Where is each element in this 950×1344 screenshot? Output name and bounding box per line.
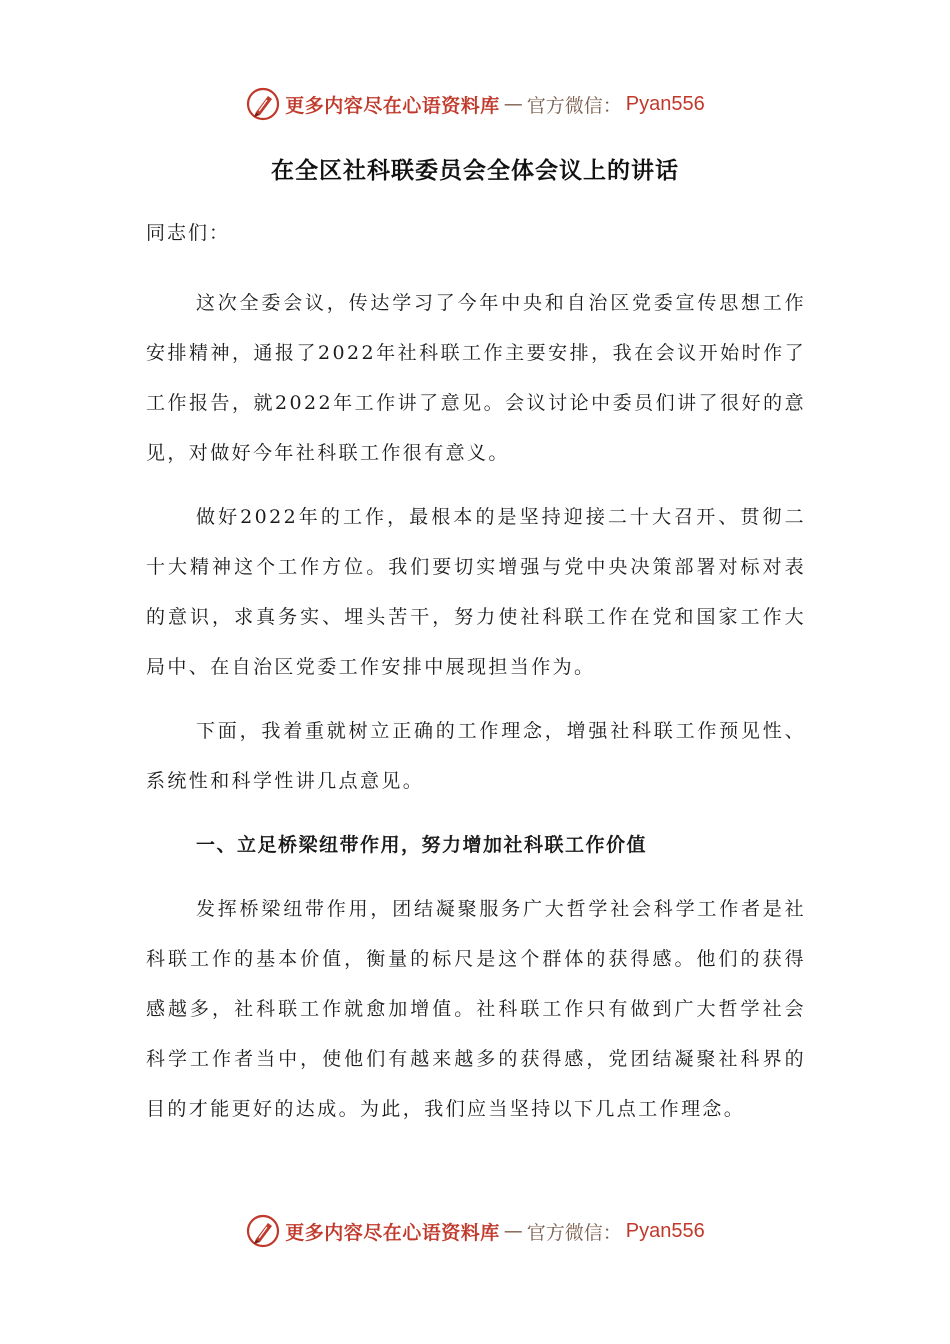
paragraph-3: 下面，我着重就树立正确的工作理念，增强社科联工作预见性、系统性和科学性讲几点意见。 bbox=[146, 720, 806, 792]
watermark-wechat-id: Pyan556 bbox=[625, 1219, 705, 1242]
watermark-dash: — bbox=[503, 93, 523, 115]
paragraph-1: 这次全委会议，传达学习了今年中央和自治区党委宣传思想工作安排精神，通报了2022年社科联工作主要安排，我在会议开始时作了工作报告，就2022年工作讲了意见。会议讨论中委员们讲了很好的意见，对做好今年社科联工作很有意义。 bbox=[146, 292, 806, 464]
watermark-wechat-id: Pyan556 bbox=[625, 92, 705, 115]
document-title: 在全区社科联委员会全体会议上的讲话 bbox=[271, 158, 679, 184]
greeting: 同志们： bbox=[146, 222, 231, 244]
watermark-site-name: 更多内容尽在心语资料库 bbox=[285, 1221, 500, 1244]
watermark-dash: — bbox=[503, 1220, 523, 1242]
watermark-wechat-label: 官方微信： bbox=[526, 1221, 622, 1244]
watermark-header bbox=[0, 84, 950, 124]
paragraph-2: 做好2022年的工作，最根本的是坚持迎接二十大召开、贯彻二十大精神这个工作方位。我们要切实增强与党中央决策部署对标对表的意识，求真务实、埋头苦干，努力使社科联工作在党和国家工作大局中、在自治区党委工作安排中展现担当作为。 bbox=[146, 506, 806, 678]
section-1-paragraph-1: 发挥桥梁纽带作用，团结凝聚服务广大哲学社会科学工作者是社科联工作的基本价值，衡量的标尺是这个群体的获得感。他们的获得感越多，社科联工作就愈加增值。社科联工作只有做到广大哲学社会科学工作者当中，使他们有越来越多的获得感，党团结凝聚社科界的目的才能更好的达成。为此，我们应当坚持以下几点工作理念。 bbox=[146, 898, 806, 1120]
section-heading-1: 一、立足桥梁纽带作用，努力增加社科联工作价值 bbox=[196, 834, 648, 856]
pen-nib-icon bbox=[245, 86, 281, 122]
pen-nib-icon bbox=[245, 1213, 281, 1249]
watermark-wechat-label: 官方微信： bbox=[526, 94, 622, 117]
document-body bbox=[146, 214, 806, 1148]
watermark-site-name: 更多内容尽在心语资料库 bbox=[285, 94, 500, 117]
watermark-footer bbox=[0, 1211, 950, 1251]
